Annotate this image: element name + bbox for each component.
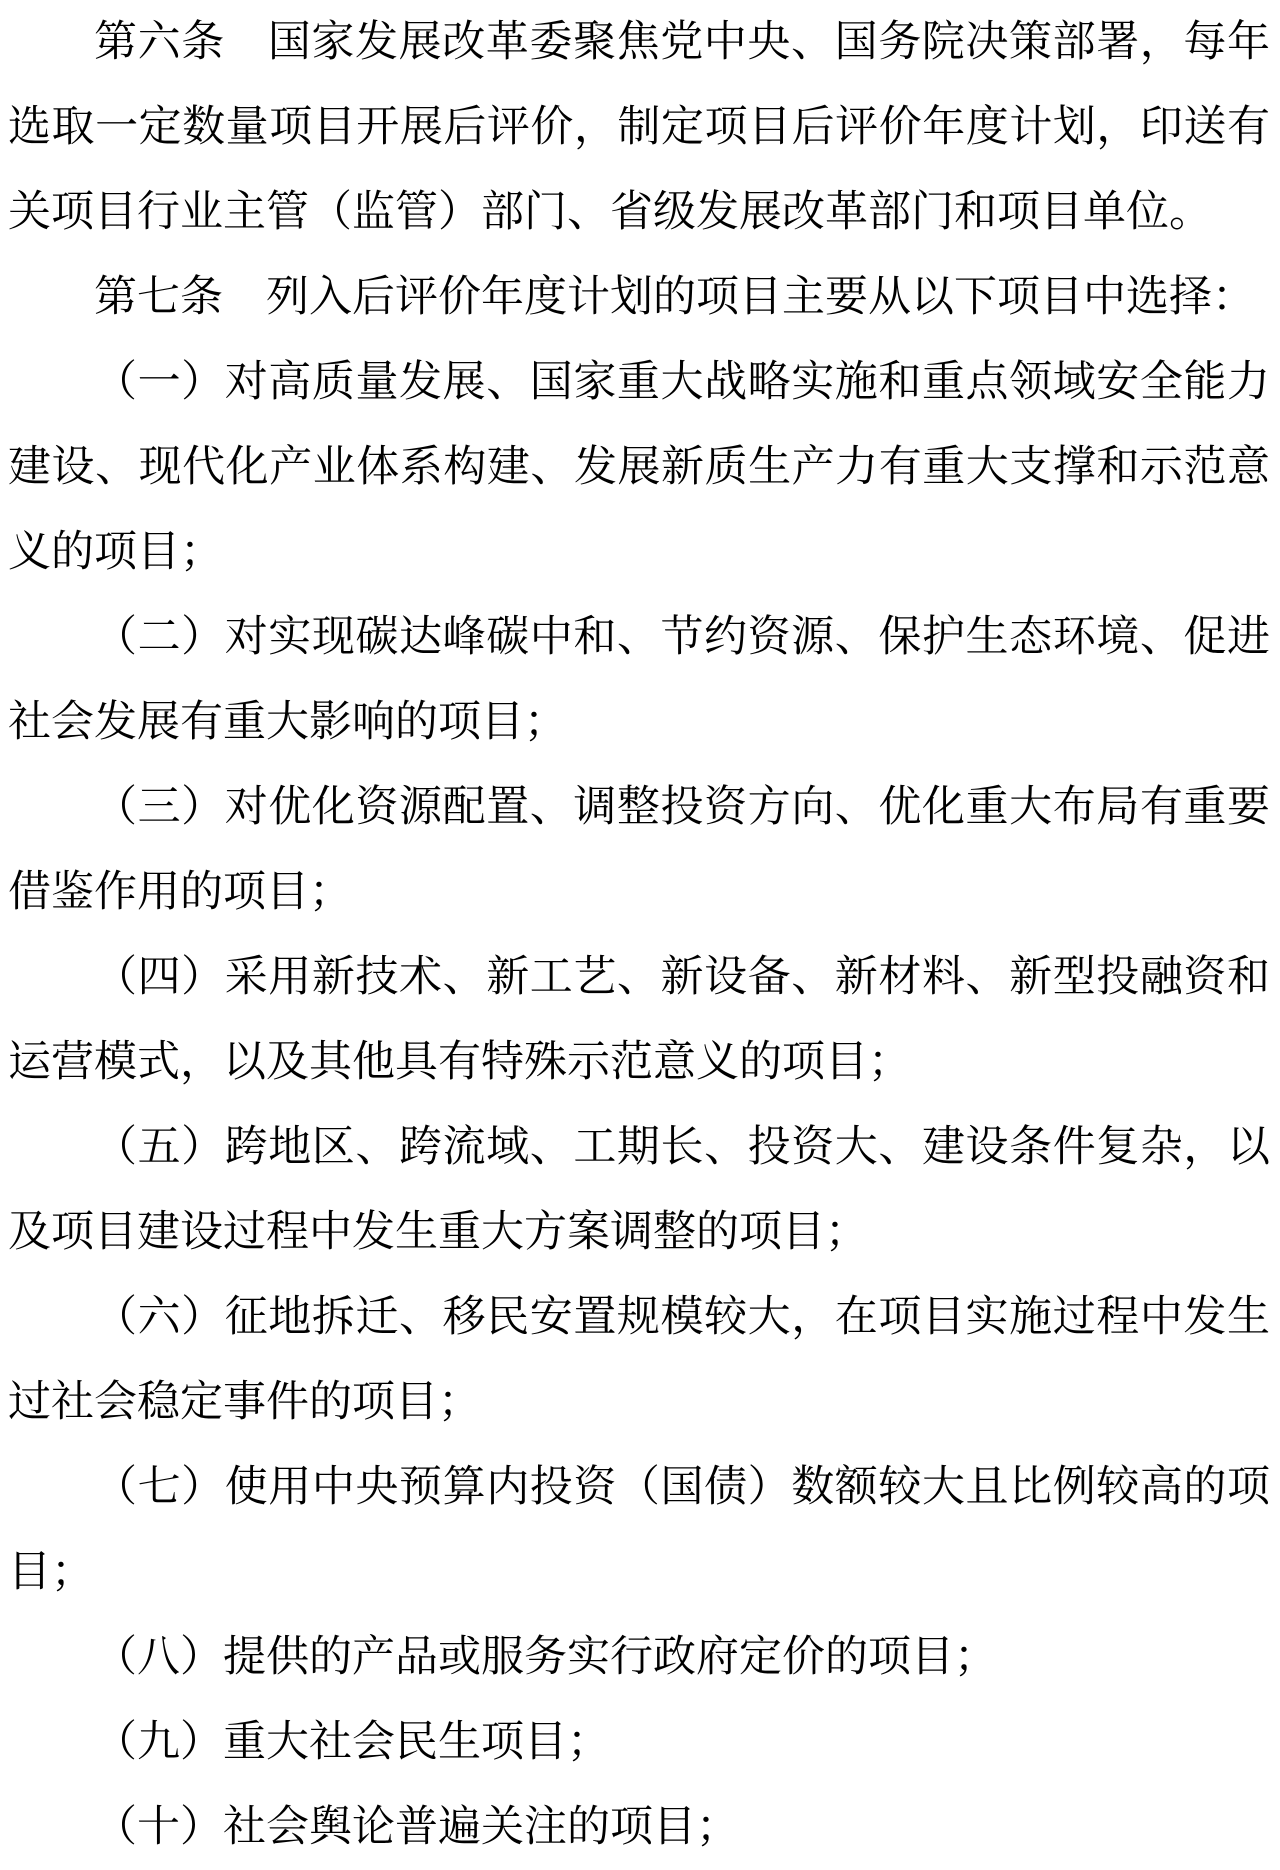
list-item-2-text: 对实现碳达峰碳中和、节约资源、保护生态环境、促进社会发展有重大影响的项目； [8,614,1271,746]
list-item-10-text: 社会舆论普遍关注的项目； [223,1804,739,1851]
list-item-4-label: （四） [94,954,225,1001]
list-item-9-text: 重大社会民生项目； [223,1719,610,1766]
list-item-1 [8,340,1270,595]
list-item-4 [8,935,1270,1105]
list-item-5-text: 跨地区、跨流域、工期长、投资大、建设条件复杂，以及项目建设过程中发生重大方案调整的项目； [8,1124,1271,1256]
list-item-3 [8,765,1270,935]
list-item-7-label: （七） [94,1464,225,1511]
list-item-7 [8,1445,1270,1615]
list-item-8-text: 提供的产品或服务实行政府定价的项目； [223,1634,997,1681]
list-item-10 [8,1785,1270,1870]
list-item-5-label: （五） [94,1124,225,1171]
list-item-6 [8,1275,1270,1445]
list-item-1-label: （一） [94,359,225,406]
article-6-text: 国家发展改革委聚焦党中央、国务院决策部署，每年选取一定数量项目开展后评价，制定项目后评价年度计划，印送有关项目行业主管（监管）部门、省级发展改革部门和项目单位。 [8,19,1271,236]
list-item-1-text: 对高质量发展、国家重大战略实施和重点领域安全能力建设、现代化产业体系构建、发展新质生产力有重大支撑和示范意义的项目； [8,359,1271,576]
list-item-8 [8,1615,1270,1700]
list-item-2-label: （二） [94,614,225,661]
article-7-paragraph [8,255,1270,340]
list-item-5 [8,1105,1270,1275]
list-item-6-text: 征地拆迁、移民安置规模较大，在项目实施过程中发生过社会稳定事件的项目； [8,1294,1271,1426]
list-item-3-label: （三） [94,784,225,831]
list-item-8-label: （八） [94,1634,223,1681]
list-item-7-text: 使用中央预算内投资（国债）数额较大且比例较高的项目； [8,1464,1271,1596]
article-7-text: 列入后评价年度计划的项目主要从以下项目中选择： [266,274,1255,321]
list-item-9-label: （九） [94,1719,223,1766]
list-item-2 [8,595,1270,765]
article-6-paragraph [8,0,1270,255]
article-7-label: 第七条 [94,274,223,321]
list-item-10-label: （十） [94,1804,223,1851]
list-item-6-label: （六） [94,1294,225,1341]
list-item-4-text: 采用新技术、新工艺、新设备、新材料、新型投融资和运营模式，以及其他具有特殊示范意义的项目； [8,954,1271,1086]
list-item-9 [8,1700,1270,1785]
article-6-label: 第六条 [94,19,225,66]
list-item-3-text: 对优化资源配置、调整投资方向、优化重大布局有重要借鉴作用的项目； [8,784,1271,916]
